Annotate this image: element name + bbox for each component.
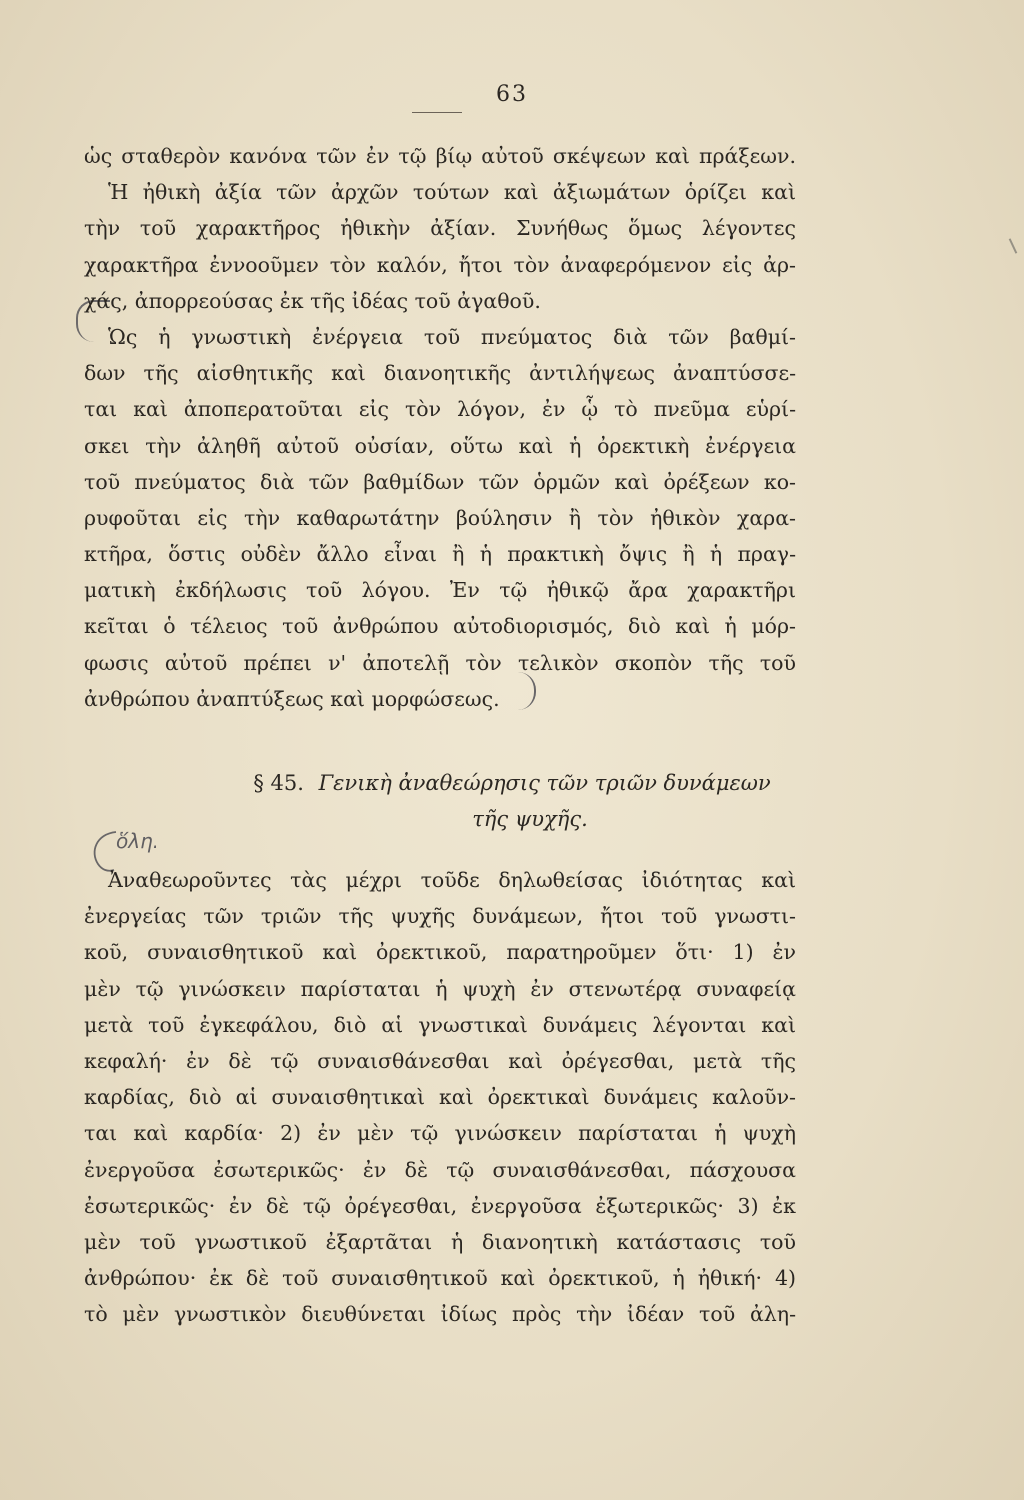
- text-line: ἀνθρώπου ἀναπτύξεως καὶ μορφώσεως.: [84, 686, 500, 711]
- text-line: ρυφοῦται εἰς τὴν καθαρωτάτην βούλησιν ἢ τὸν ἠθικὸν χαρα-: [84, 505, 796, 530]
- text-line: κτῆρα, ὅστις οὐδὲν ἄλλο εἶναι ἢ ἡ πρακτικὴ ὄψις ἢ ἡ πραγ-: [84, 542, 796, 567]
- section-title-line-1: Γενικὴ ἀναθεώρησις τῶν τριῶν δυνάμεων: [318, 771, 771, 795]
- text-line: τοῦ πνεύματος διὰ τῶν βαθμίδων τῶν ὁρμῶν καὶ ὀρέξεων κο-: [84, 469, 796, 494]
- text-block-lower: [84, 862, 796, 1332]
- text-line: μετὰ τοῦ ἐγκεφάλου, διὸ αἱ γνωστικαὶ δυνάμεις λέγονται καὶ: [84, 1012, 796, 1037]
- text-line: μὲν τῷ γινώσκειν παρίσταται ἡ ψυχὴ ἐν στενωτέρᾳ συναφείᾳ: [84, 976, 796, 1001]
- text-line: καρδίας, διὸ αἱ συναισθητικαὶ καὶ ὀρεκτικαὶ δυνάμεις καλοῦν-: [84, 1085, 796, 1110]
- text-line: ἐσωτερικῶς· ἐν δὲ τῷ ὀρέγεσθαι, ἐνεργοῦσα ἐξωτερικῶς· 3) ἐκ: [84, 1193, 796, 1218]
- page-number: 63: [496, 82, 528, 107]
- text-line: τὸ μὲν γνωστικὸν διευθύνεται ἰδίως πρὸς τὴν ἰδέαν τοῦ ἀλη-: [84, 1302, 796, 1327]
- text-line: χάς, ἀπορρεούσας ἐκ τῆς ἰδέας τοῦ ἀγαθοῦ.: [84, 288, 541, 313]
- text-line: σκει τὴν ἀληθῆ αὐτοῦ οὐσίαν, οὕτω καὶ ἡ ὀρεκτικὴ ἐνέργεια: [84, 433, 796, 458]
- section-title-line-2: τῆς ψυχῆς.: [472, 807, 588, 831]
- text-line: φωσις αὐτοῦ πρέπει ν' ἀποτελῇ τὸν τελικὸν σκοπὸν τῆς τοῦ: [84, 650, 796, 675]
- text-line: χαρακτῆρα ἐννοοῦμεν τὸν καλόν, ἤτοι τὸν ἀναφερόμενον εἰς ἀρ-: [84, 252, 796, 277]
- page-number-rule: [412, 112, 462, 113]
- text-line: ἀνθρώπου· ἐκ δὲ τοῦ συναισθητικοῦ καὶ ὀρεκτικοῦ, ἡ ἠθική· 4): [84, 1266, 796, 1291]
- text-line: ματικὴ ἐκδήλωσις τοῦ λόγου. Ἐν τῷ ἠθικῷ ἄρα χαρακτῆρι: [84, 578, 796, 603]
- text-line: μὲν τοῦ γνωστικοῦ ἐξαρτᾶται ἡ διανοητικὴ κατάστασις τοῦ: [84, 1229, 796, 1254]
- text-line: ἐνεργείας τῶν τριῶν τῆς ψυχῆς δυνάμεων, ἤτοι τοῦ γνωστι-: [84, 904, 796, 929]
- pencil-note: ὅλη.: [116, 829, 156, 853]
- text-block-upper: [84, 138, 796, 717]
- text-line: ἐνεργοῦσα ἐσωτερικῶς· ἐν δὲ τῷ συναισθάνεσθαι, πάσχουσα: [84, 1157, 796, 1182]
- text-line: δων τῆς αἰσθητικῆς καὶ διανοητικῆς ἀντιλήψεως ἀναπτύσσε-: [84, 361, 796, 386]
- text-line: Ἡ ἠθικὴ ἀξία τῶν ἀρχῶν τούτων καὶ ἀξιωμάτων ὁρίζει καὶ: [108, 180, 796, 205]
- text-line: Ἀναθεωροῦντες τὰς μέχρι τοῦδε δηλωθείσας ἰδιότητας καὶ: [108, 868, 796, 892]
- text-line: ται καὶ ἀποπερατοῦται εἰς τὸν λόγον, ἐν ᾧ τὸ πνεῦμα εὑρί-: [84, 397, 796, 422]
- section-number: § 45.: [253, 771, 304, 795]
- text-line: κεῖται ὁ τέλειος τοῦ ἀνθρώπου αὐτοδιορισμός, διὸ καὶ ἡ μόρ-: [84, 614, 796, 639]
- text-line: κοῦ, συναισθητικοῦ καὶ ὀρεκτικοῦ, παρατηροῦμεν ὅτι· 1) ἐν: [84, 940, 796, 965]
- text-line: κεφαλή· ἐν δὲ τῷ συναισθάνεσθαι καὶ ὀρέγεσθαι, μετὰ τῆς: [84, 1048, 796, 1073]
- text-line: τὴν τοῦ χαρακτῆρος ἠθικὴν ἀξίαν. Συνήθως ὅμως λέγοντες: [84, 216, 796, 241]
- margin-mark: [1009, 238, 1018, 253]
- text-line: Ὡς ἡ γνωστικὴ ἐνέργεια τοῦ πνεύματος διὰ τῶν βαθμί-: [108, 324, 796, 349]
- text-line: ὡς σταθερὸν κανόνα τῶν ἐν τῷ βίῳ αὐτοῦ σκέψεων καὶ πράξεων.: [84, 144, 796, 168]
- text-line: ται καὶ καρδία· 2) ἐν μὲν τῷ γινώσκειν παρίσταται ἡ ψυχὴ: [84, 1121, 796, 1146]
